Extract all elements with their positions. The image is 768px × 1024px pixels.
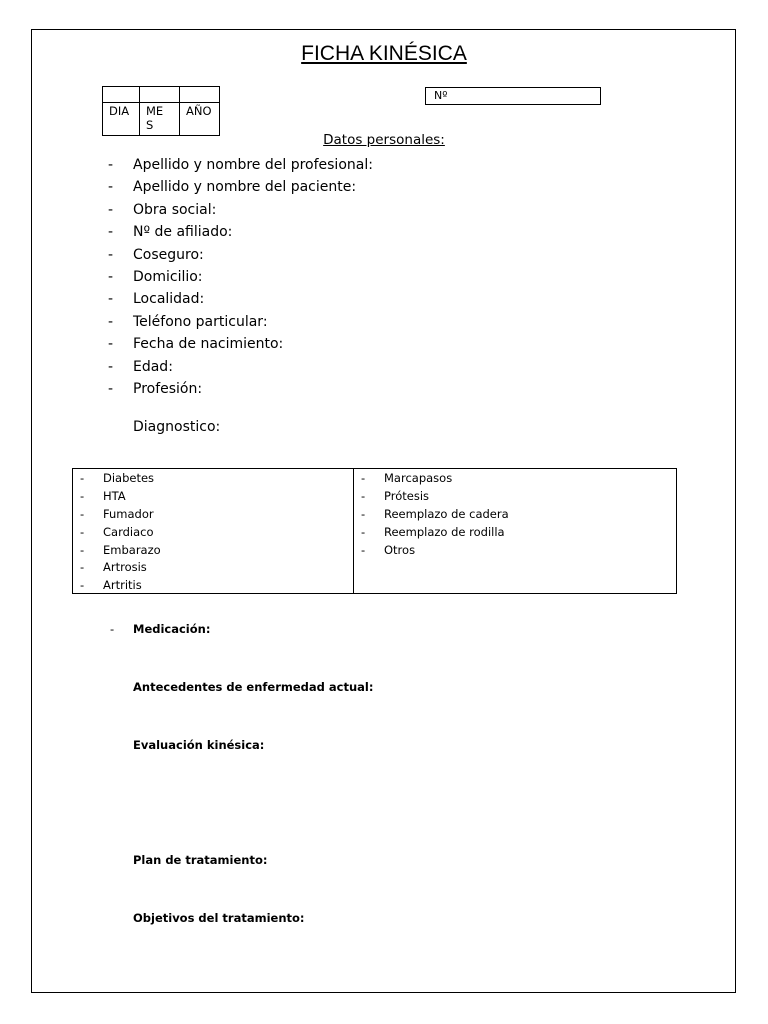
evaluacion-label: Evaluación kinésica: [133,738,265,752]
plan-label: Plan de tratamiento: [133,853,268,867]
number-label: Nº [434,89,448,102]
condition-item: - Cardiaco [80,524,154,539]
antecedentes-label: Antecedentes de enfermedad actual: [133,680,374,694]
condition-item: - Reemplazo de rodilla [361,524,505,539]
condition-item: - HTA [80,488,126,503]
conditions-table [72,468,677,594]
conditions-left-column [73,469,354,593]
condition-item: - Marcapasos [361,471,453,485]
month-label: ME S [140,103,180,136]
condition-item: - Artrosis [80,560,147,575]
condition-item: - Prótesis [361,488,430,503]
condition-item: - Reemplazo de cadera [361,506,509,521]
list-item: - Fecha de nacimiento: [108,336,284,353]
list-item: - Teléfono particular: [108,313,268,330]
date-table [102,86,220,136]
medicacion-label: Medicación: [133,622,211,636]
medicacion-dash: - [110,622,115,636]
year-label: AÑO [180,103,220,136]
list-item: - Localidad: [108,291,205,308]
personal-data-heading: Datos personales: [323,132,445,148]
conditions-right-column [354,469,676,593]
day-cell[interactable] [103,87,140,103]
month-cell[interactable] [140,87,180,103]
form-title: FICHA KINÉSICA [301,42,467,65]
condition-item: - Otros [361,542,416,557]
list-item: - Obra social: [108,201,217,218]
list-item: - Profesión: [108,380,203,397]
condition-item: - Fumador [80,506,154,521]
condition-item: - Artritis [80,578,142,593]
number-field[interactable] [425,87,601,105]
list-item: - Coseguro: [108,246,204,263]
objetivos-label: Objetivos del tratamiento: [133,911,305,925]
condition-item: - Diabetes [80,471,155,485]
list-item: - Nº de afiliado: [108,224,233,241]
list-item: - Domicilio: [108,268,203,285]
diagnostico-label: Diagnostico: [133,419,221,435]
year-cell[interactable] [180,87,220,103]
list-item: - Apellido y nombre del profesional: [108,157,373,173]
list-item: - Apellido y nombre del paciente: [108,179,357,196]
day-label: DIA [103,103,140,136]
condition-item: - Embarazo [80,542,161,557]
personal-data-list [108,154,373,400]
list-item: - Edad: [108,358,173,375]
